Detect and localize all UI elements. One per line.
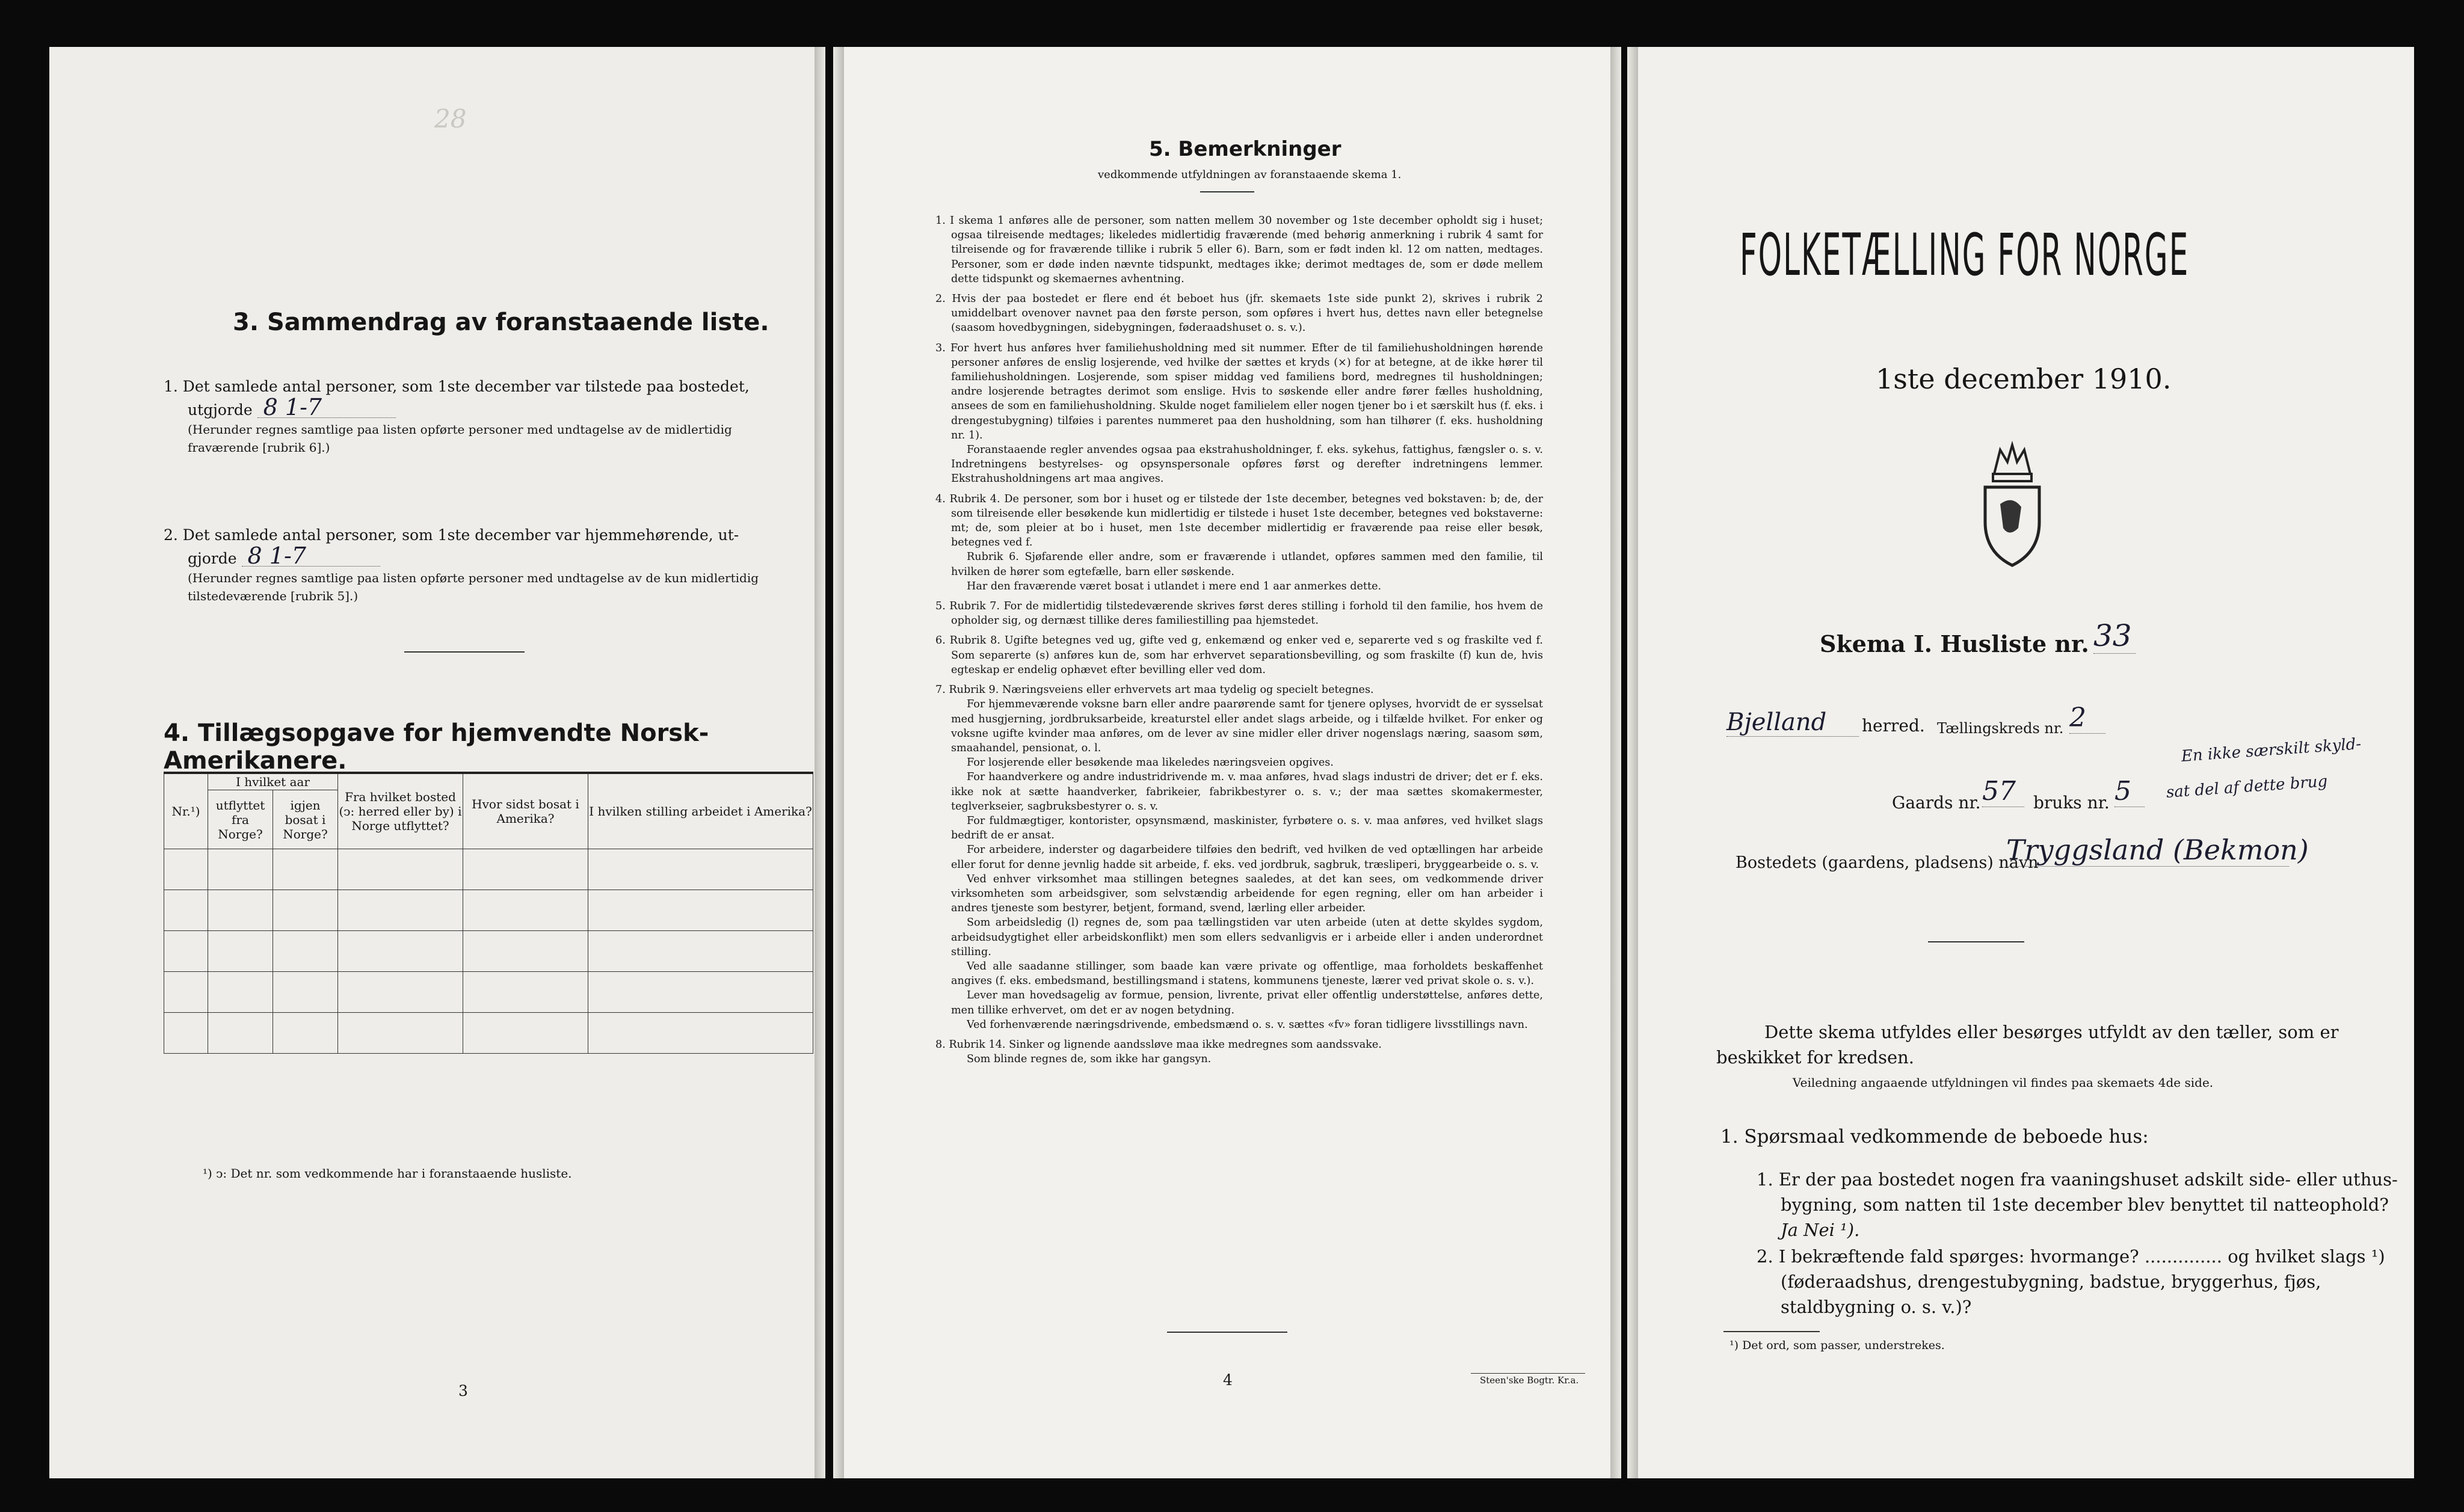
bemerkninger-subtitle: vedkommende utfyldningen av foranstaaende skema 1. [1098,168,1402,181]
summary-item-2-note: (Herunder regnes samtlige paa listen opførte personer med undtagelse av de kun midlertidig tilstedeværende [rubrik 5].) [188,571,759,603]
col-sidst: Hvor sidst bosat i Amerika? [463,773,588,849]
remark-paragraph: 2. Hvis der paa bostedet er flere end ét beboet hus (jfr. skemaets 1ste side punkt 2), skrives i rubrik 2 umiddelbart ovenover navnet paa den første person, som opføres i hvert hus, dettes navn eller betegnelse (saasom hovedbygningen, sidebygningen, føderaadshuset o. s. v.). [935,293,1543,334]
remark-paragraph: Lever man hovedsagelig av formue, pension, livrente, privat eller offentlig understøttelse, anføres dette, men tillike erhvervet, om det er av nogen betydning. [951,989,1543,1016]
census-title: FOLKETÆLLING FOR NORGE [1740,221,2190,289]
intro-text: Dette skema utfyldes eller besørges utfyldt av den tæller, som er beskikket for kredsen. [1716,1022,2339,1068]
summary-item-2-label: gjorde [188,550,237,567]
bruks-label: bruks nr. [2033,793,2110,813]
bemerkninger-title: 5. Bemerkninger [1149,137,1341,161]
gaards-value: 57 [1982,776,2024,807]
col-herred: Fra hvilket bosted (ↄ: herred eller by) i Norge utflyttet? [338,773,463,849]
divider [1167,1332,1287,1333]
bruks-value: 5 [2114,776,2145,807]
summary-item-2 [164,525,789,605]
remark-paragraph: Ved alle saadanne stillinger, som baade kan være private og offentlige, maa forholdets beskaffenhet angives (f. eks. embedsmand, bestillingsmand i statens, kommunens tjeneste, lærer ved privat skole o. s. v.). [951,960,1543,988]
page-1 [1627,47,2414,1478]
summary-item-1-note: (Herunder regnes samtlige paa listen opførte personer med undtagelse av de midlertidig fraværende [rubrik 6].) [188,422,732,455]
section-3-title: 3. Sammendrag av foranstaaende liste. [233,309,769,336]
remark-paragraph: 5. Rubrik 7. For de midlertidig tilstedeværende skrives først deres stilling i forhold til den familie, hos hvem de opholder sig, og dernæst tillike deres familiestilling paa hjemstedet. [935,600,1543,627]
margin-note-2: sat del af dette brug [2166,772,2329,802]
remark-paragraph: Som blinde regnes de, som ikke har gangsyn. [967,1053,1212,1066]
skema-label: Skema I. Husliste nr. [1820,630,2089,657]
divider [1471,1373,1585,1374]
page-3 [49,47,825,1478]
question-heading: 1. Spørsmaal vedkommende de beboede hus: [1720,1126,2149,1148]
table-row [164,890,813,931]
bosted-value: Tryggsland (Bekmon) [2006,834,2309,866]
remark-paragraph: 4. Rubrik 4. De personer, som bor i huset og er tilstede der 1ste december, betegnes ved bokstaven: b; de, der som tilreisende eller besøkende kun midlertidig er tilstede i huset 1ste december, betegnes ved bokstaverne: mt; de, som pleier at bo i huset, men 1ste december midlertidig er fraværende paa reise eller besøk, betegnes ved f. [935,493,1543,549]
table-row [164,931,813,972]
coat-of-arms-icon [1976,438,2048,570]
page-fold [1627,47,1638,1478]
col-stilling: I hvilken stilling arbeidet i Amerika? [588,773,813,849]
footnote: ¹) Det ord, som passer, understrekes. [1729,1339,1945,1352]
table-row [164,1013,813,1054]
remark-paragraph: Ved enhver virksomhet maa stillingen betegnes saaledes, at det kan sees, om vedkommende driver virksomheten som arbeidsgiver, som selvstændig arbeidende for egen regning, eller om han arbeider i andres tjeneste som bestyrer, betjent, formand, svend, lærling eller arbeider. [951,873,1543,915]
bosted-label: Bostedets (gaardens, pladsens) navn [1736,853,2039,872]
remark-paragraph: For arbeidere, inderster og dagarbeidere tilføies den bedrift, ved hvilken de ved optællingen har arbeide eller forut for denne jevnlig hadde sit arbeide, f. eks. ved jordbruk, sagbruk, træsliperi, bryggearbeide o. s. v. [951,844,1543,871]
remark-paragraph: For hjemmeværende voksne barn eller andre paarørende samt for tjenere oplyses, hvorvidt de er sysselsat med husgjerning, jordbruksarbeide, kreaturstel eller andet slags arbeide, og i tilfælde hvilket. For enker og voksne ugifte kvinder maa anføres, om de lever av sine midler eller driver nogenslags næring, saasom søm, smaahandel, pensionat, o. l. [951,698,1543,754]
herred-value: Bjelland [1726,708,1827,736]
col-igjen: igjen bosat i Norge? [273,790,338,849]
col-nr: Nr.¹) [164,773,208,849]
summary-item-1-value: 8 1-7 [257,397,396,418]
gaards-label: Gaards nr. [1892,793,1981,813]
divider [1723,1331,1820,1332]
page-number: 3 [458,1382,468,1400]
norsk-amerikanere-table [164,772,813,1054]
summary-item-1-text: 1. Det samlede antal personer, som 1ste december var tilstede paa bostedet, [164,378,750,395]
kreds-value: 2 [2069,702,2105,734]
remark-paragraph: Foranstaaende regler anvendes ogsaa paa ekstrahusholdninger, f. eks. sykehus, fattighus, fængsler o. s. v. Indretningens bestyrelses- og opsynspersonale opføres først og derefter indretningens lemmer. Ekstrahusholdningens art maa angives. [951,444,1543,485]
husliste-number: 33 [2093,618,2136,654]
veiledning-text: Veiledning angaaende utfyldningen vil findes paa skemaets 4de side. [1793,1075,2214,1090]
census-date: 1ste december 1910. [1876,363,2172,395]
remark-paragraph: Rubrik 6. Sjøfarende eller andre, som er fraværende i utlandet, opføres sammen med den familie, til hvilken de hører som egtefælle, barn eller søskende. [951,551,1543,578]
printer-mark: Steen'ske Bogtr. Kr.a. [1480,1375,1579,1386]
remark-paragraph: 8. Rubrik 14. Sinker og lignende aandssløve maa ikke medregnes som aandssvake. [935,1038,1382,1051]
remarks-list [935,208,1543,1066]
remark-paragraph: For fuldmægtiger, kontorister, opsynsmænd, maskinister, fyrbøtere o. s. v. maa anføres, ved hvilket slags bedrift de er ansat. [951,814,1543,842]
page-4 [833,47,1621,1478]
divider [1928,941,2024,942]
remark-paragraph: 7. Rubrik 9. Næringsveiens eller erhvervets art maa tydelig og specielt betegnes. [935,684,1374,696]
remark-paragraph: Ved forhenværende næringsdrivende, embedsmænd o. s. v. sættes «fv» foran tidligere livsstillings navn. [967,1018,1528,1031]
divider [404,651,525,653]
col-group: I hvilket aar [208,773,338,790]
col-utflyttet: utflyttet fra Norge? [208,790,273,849]
question-1-text: 1. Er der paa bostedet nogen fra vaaningshuset adskilt side- eller uthus-bygning, som natten til 1ste december blev benyttet til natteophold? [1757,1169,2398,1215]
summary-item-2-text: 2. Det samlede antal personer, som 1ste december var hjemmehørende, ut- [164,526,739,544]
table-footnote: ¹) ↄ: Det nr. som vedkommende har i foranstaaende husliste. [203,1166,572,1181]
remark-paragraph: 1. I skema 1 anføres alle de personer, som natten mellem 30 november og 1ste december opholdt sig i huset; ogsaa tilreisende medtages; likeledes midlertidig fraværende (med behørig anmerkning i rubrik 4 samt for tilreisende og for fraværende tillike i rubrik 5 eller 6). Barn, som er født inden kl. 12 om natten, medtages. Personer, som er døde inden nævnte tidspunkt, medtages ikke; derimot medtages de, som er døde mellem dette tidspunkt og skemaernes avhentning. [935,215,1543,285]
summary-item-1 [164,376,789,456]
question-1 [1757,1167,2406,1243]
table-row [164,972,813,1013]
summary-item-1-label: utgjorde [188,401,253,419]
margin-note-1: En ikke særskilt skyld- [2181,735,2362,766]
remark-paragraph: For haandverkere og andre industridrivende m. v. maa anføres, hvad slags industri de driver; det er f. eks. ikke nok at sætte haandverker, fabrikeier, fabrikbestyrer o. s. v.; der maa sættes skomakermester, teglverkseier, sagbruksbestyrer o. s. v. [951,771,1543,813]
remark-paragraph: 6. Rubrik 8. Ugifte betegnes ved ug, gifte ved g, enkemænd og enker ved e, separerte ved s og fraskilte ved f. Som separerte (s) anføres kun de, som har erhvervet separationsbevilling, og som fraskilte (f) kun de, hvis egteskap er endelig ophævet efter bevilling eller ved dom. [935,635,1543,676]
herred-field [1726,708,1859,737]
page-fold [1610,47,1621,1478]
page-number: 4 [1223,1371,1233,1389]
herred-label: herred. [1862,716,1925,736]
remark-paragraph: For losjerende eller besøkende maa likeledes næringsveien opgives. [967,757,1334,769]
section-4-title: 4. Tillægsopgave for hjemvendte Norsk-Amerikanere. [164,719,709,775]
question-2: 2. I bekræftende fald spørges: hvormange? .............. og hvilket slags ¹) (føderaadshus, drengestubygning, badstue, bryggerhus, fjøs, staldbygning o. s. v.)? [1757,1246,2385,1317]
divider [1200,191,1254,192]
summary-item-2-value: 8 1-7 [242,545,380,567]
remark-paragraph: Som arbeidsledig (l) regnes de, som paa tællingstiden var uten arbeide (uten at dette skyldes sygdom, arbeidsudygtighet eller arbeidskonflikt) men som ellers sedvanligvis er i arbeide eller i anden underordnet stilling. [951,917,1543,958]
page-fold [833,47,844,1478]
question-1-options: Ja Nei ¹). [1781,1220,1860,1240]
kreds-label: Tællingskreds nr. [1937,720,2064,737]
table-row [164,849,813,890]
ghost-number: 28 [434,104,467,134]
remark-paragraph: Har den fraværende været bosat i utlandet i mere end 1 aar anmerkes dette. [967,580,1382,592]
remark-paragraph: 3. For hvert hus anføres hver familiehusholdning med sit nummer. Efter de til familiehusholdningen hørende personer anføres de enslig losjerende, ved hvilke der sættes et kryds (×) for at betegne, at de ikke hører til familiehusholdningen. Losjerende, som spiser middag ved familiens bord, medregnes til husholdningen; andre losjerende betragtes derimot som enslige. Hvis to søskende eller andre fører fælles husholdning, ansees de som en familiehusholdning. Skulde noget familielem eller nogen tjener bo i et særskilt hus (f. eks. i drengestubygning) tilføies i parentes nummeret paa den husholdning, som han tilhører (f. eks. husholdning nr. 1). [935,342,1543,441]
